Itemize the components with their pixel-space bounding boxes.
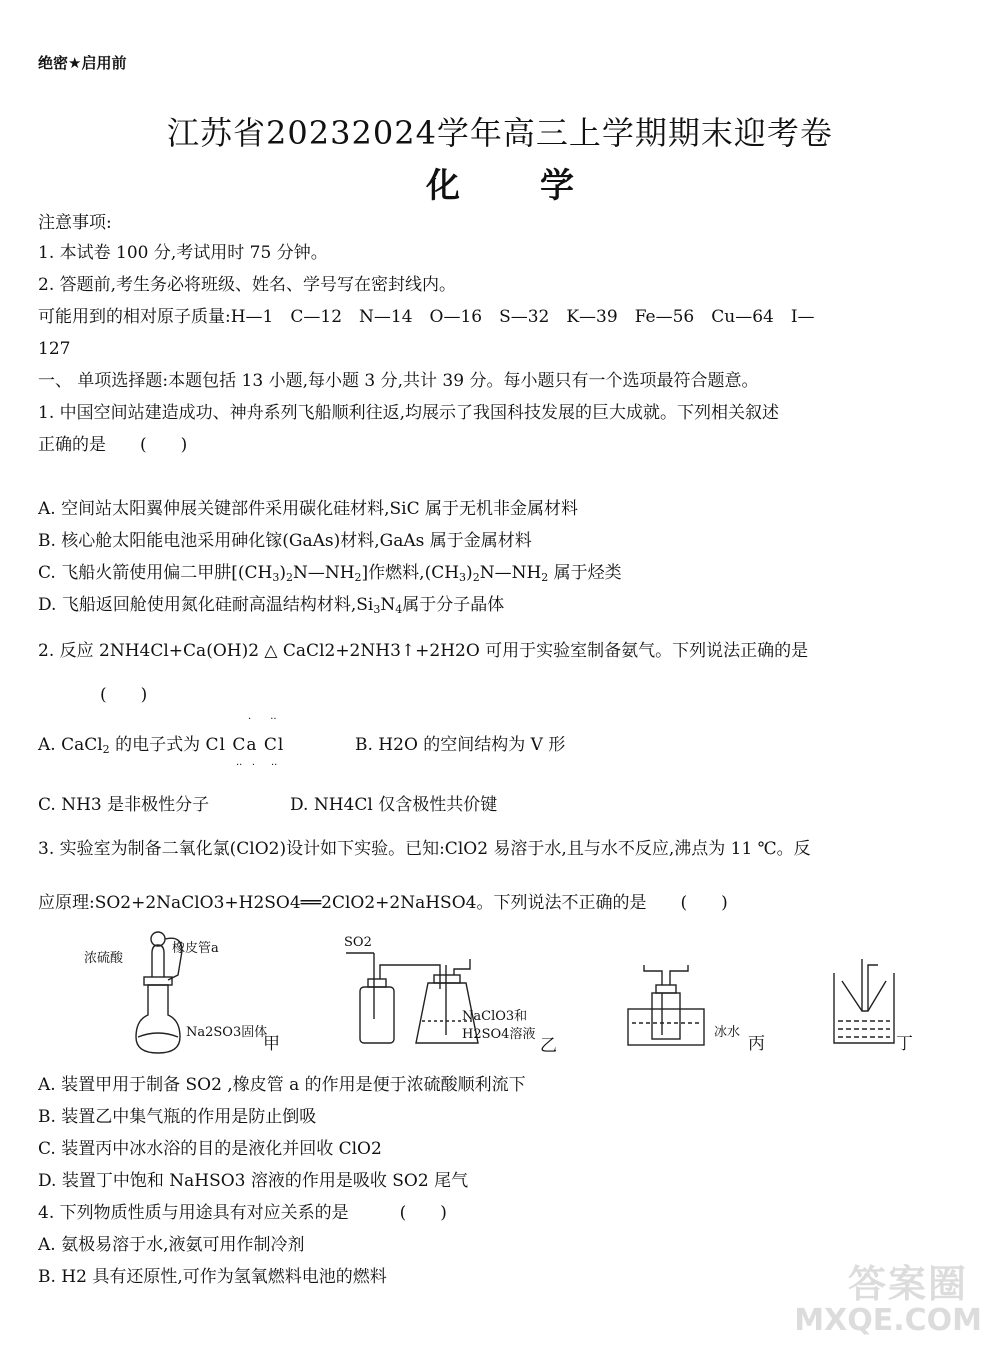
apparatus-figure [78, 925, 938, 1065]
exam-title: 江苏省20232024学年高三上学期期末迎考卷 [167, 114, 833, 152]
q1-option-d-pre: D. 飞船返回舱使用氮化硅耐高温结构材料,Si [38, 595, 374, 615]
label-na2so3-solid: Na2SO3固体 [186, 1025, 268, 1040]
q1-stem: 1. 中国空间站建造成功、神舟系列飞船顺利往返,均展示了我国科技发展的巨大成就。下列相关叙述 [38, 403, 780, 423]
label-h2so4-solution: H2SO4溶液 [462, 1027, 536, 1042]
q1-option-c-pre: C. 飞船火箭使用偏二甲肼[(CH [38, 563, 273, 583]
notice-heading: 注意事项: [38, 213, 112, 233]
watermark-text-url: MXQE.COM [794, 1303, 982, 1338]
q4-stem: 4. 下列物质性质与用途具有对应关系的是 ( ) [38, 1203, 447, 1223]
q2-option-d: D. NH4Cl 仅含极性共价键 [290, 795, 498, 815]
q2-paren: ( ) [100, 685, 148, 705]
watermark-logo [794, 1253, 986, 1343]
atomic-masses-cont: 127 [38, 339, 71, 359]
q3-stem-cont: 应原理:SO2+2NaClO3+H2SO4══2ClO2+2NaHSO4。下列说法不正确的是 ( ) [38, 893, 728, 913]
q1-option-c: C. 飞船火箭使用偏二甲肼$[(CH_3)_2N—NH_2]$作燃料$,(CH_3)_2N—NH_2$ 属于烃类 [38, 563, 622, 584]
q2-option-c: C. NH3 是非极性分子 [38, 795, 210, 815]
label-device-bing: 丙 [748, 1034, 765, 1054]
electron-dots-bottom: ·· · ·· [236, 760, 278, 771]
label-device-jia: 甲 [263, 1034, 280, 1054]
label-rubber-tube: 橡皮管a [172, 941, 219, 956]
watermark-text-cn: 答案圈 [847, 1262, 968, 1306]
label-naclo3: NaClO3和 [462, 1009, 528, 1024]
q1-option-d: D. 飞船返回舱使用氮化硅耐高温结构材料$,Si_3N_4$属于分子晶体 [38, 595, 505, 616]
q3-option-c: C. 装置丙中冰水浴的目的是液化并回收 ClO2 [38, 1139, 382, 1159]
subject-title: 化学 [426, 166, 654, 206]
label-so2: SO2 [344, 935, 372, 950]
label-device-ding: 丁 [896, 1034, 913, 1054]
q2-stem: 2. 反应 2NH4Cl+Ca(OH)2 △ CaCl2+2NH3↑+2H2O 可用于实验室制备氨气。下列说法正确的是 [38, 641, 809, 661]
electron-formula: Cl Ca Cl [205, 735, 285, 755]
q3-option-b: B. 装置乙中集气瓶的作用是防止倒吸 [38, 1107, 317, 1127]
q2-option-b: B. H2O 的空间结构为 V 形 [355, 735, 566, 755]
q2-option-a-pre: A. CaCl [38, 735, 103, 755]
section-heading: 一、 单项选择题:本题包括 13 小题,每小题 3 分,共计 39 分。每小题只有一个选项最符合题意。 [38, 371, 759, 391]
notice-item-1: 1. 本试卷 100 分,考试用时 75 分钟。 [38, 243, 328, 263]
label-ice-water: 冰水 [714, 1025, 741, 1040]
q3-option-a: A. 装置甲用于制备 SO2 ,橡皮管 a 的作用是便于浓硫酸顺利流下 [38, 1075, 526, 1095]
atomic-masses: 可能用到的相对原子质量:H—1 C—12 N—14 O—16 S—32 K—39 Fe—56 Cu—64 I— [38, 307, 815, 327]
notice-item-2: 2. 答题前,考生务必将班级、姓名、学号写在密封线内。 [38, 275, 457, 295]
confidential-mark: 绝密★启用前 [38, 54, 127, 72]
label-device-yi: 乙 [540, 1036, 557, 1056]
q4-option-a: A. 氨极易溶于水,液氨可用作制冷剂 [38, 1235, 305, 1255]
q3-option-d: D. 装置丁中饱和 NaHSO3 溶液的作用是吸收 SO2 尾气 [38, 1171, 469, 1191]
q1-option-c-post: 属于烃类 [553, 563, 622, 583]
q1-option-a: A. 空间站太阳翼伸展关键部件采用碳化硅材料,SiC 属于无机非金属材料 [38, 499, 578, 519]
electron-dots-top: · ·· [248, 714, 277, 725]
q1-stem-cont: 正确的是 ( ) [38, 435, 188, 455]
q1-option-d-post: 属于分子晶体 [402, 595, 505, 615]
q3-stem: 3. 实验室为制备二氧化氯(ClO2)设计如下实验。已知:ClO2 易溶于水,且与水不反应,沸点为 11 ℃。反 [38, 839, 811, 859]
q2-option-a-mid: 的电子式为 [109, 735, 206, 755]
label-concentrated-sulfuric-acid: 浓硫酸 [84, 951, 124, 966]
q1-option-b: B. 核心舱太阳能电池采用砷化镓(GaAs)材料,GaAs 属于金属材料 [38, 531, 532, 551]
q4-option-b: B. H2 具有还原性,可作为氢氧燃料电池的燃料 [38, 1267, 387, 1287]
q2-option-a: A. CaCl$_2$ 的电子式为 Cl Ca Cl [38, 735, 285, 756]
